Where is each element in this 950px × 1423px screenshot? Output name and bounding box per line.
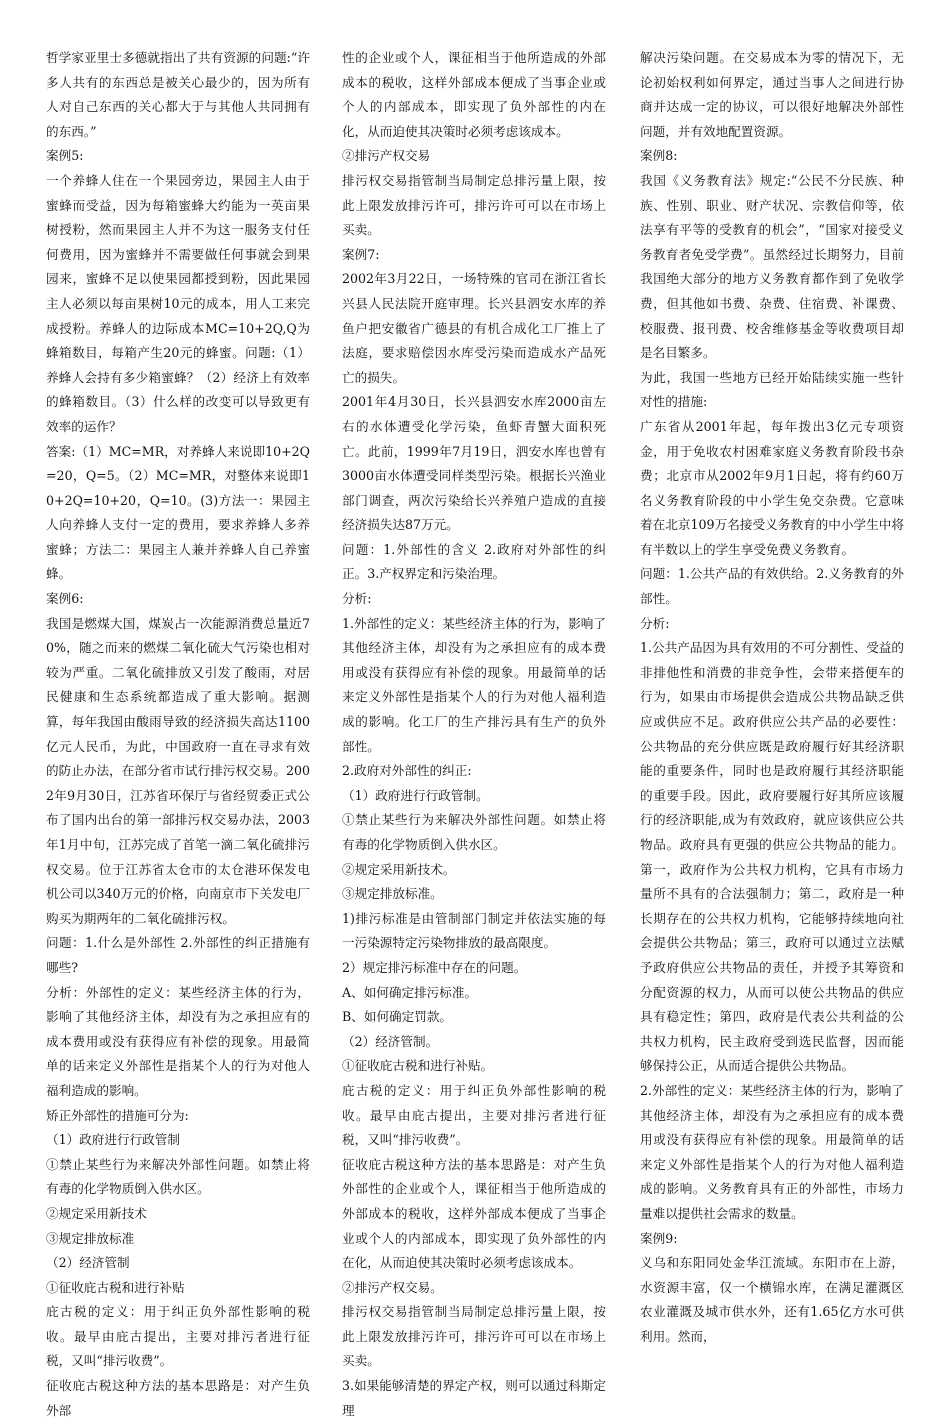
paragraph: 问题：1.外部性的含义 2.政府对外部性的纠正。3.产权界定和污染治理。 — [342, 541, 606, 582]
paragraph: 3.如果能够清楚的界定产权，则可以通过科斯定理 — [342, 1378, 606, 1418]
paragraph: ②规定采用新技术。 — [342, 861, 456, 877]
paragraph: 2.外部性的定义：某些经济主体的行为，影响了其他经济主体，却没有为之承担应有的成本费用或没有获得应有补偿的现象。用最简单的话来定义外部性是指某个人的行为对他人福利造成的影响。义务教育具有正的外部性，市场力量难以提供社会需求的数量。 — [640, 1082, 904, 1221]
paragraph: ③规定排放标准。 — [342, 886, 443, 902]
paragraph: ①禁止某些行为来解决外部性问题。如禁止将有毒的化学物质倒入供水区。 — [46, 1156, 310, 1197]
paragraph: ②排污产权交易 — [342, 148, 431, 164]
paragraph: 广东省从2001年起，每年拨出3亿元专项资金，用于免收农村困难家庭义务教育阶段书杂费；北京市从2002年9月1日起，将有约60万名义务教育阶段的中小学生免交杂费。它意味着在北京109万名接受义务教育的中小学生中将有半数以上的学生享受免费义务教育。 — [640, 418, 904, 557]
paragraph: 案例5: — [46, 148, 84, 164]
text-column-right — [640, 46, 904, 1349]
text-column-middle — [342, 46, 606, 1423]
paragraph: 分析: — [342, 591, 372, 607]
paragraph: 1.公共产品因为具有效用的不可分割性、受益的非排他性和消费的非竞争性，会带来搭便车的行为，如果由市场提供会造成公共物品缺乏供应或供应不足。政府供应公共产品的必要性：公共物品的充分供应既是政府履行好其经济职能的重要条件，同时也是政府履行其经济职能的重要手段。因此，政府要履行好其所应该履行的经济职能,成为有效政府，就应该供应公共物品。政府具有更强的供应公共物品的能力。第一，政府作为公共权力机构，它具有市场力量所不具有的合法强制力；第二，政府是一种长期存在的公共权力机构，它能够持续地向社会提供公共物品；第三，政府可以通过立法赋予政府供应公共物品的责任，并授予其筹资和分配资源的权力，从而可以使公共物品的供应具有稳定性；第四，政府是代表公共利益的公共权力机构，民主政府受到选民监督，因而能够保持公正，从而适合提供公共物品。 — [640, 640, 904, 1074]
paragraph: 义乌和东阳同处金华江流域。东阳市在上游，水资源丰富，仅一个横锦水库，在满足灌溉区农业灌溉及城市供水外，还有1.65亿方水可供利用。然而， — [640, 1255, 904, 1344]
paragraph: 排污权交易指管制当局制定总排污量上限，按此上限发放排污许可，排污许可可以在市场上买卖。 — [342, 1304, 606, 1369]
paragraph: 为此，我国一些地方已经开始陆续实施一些针对性的措施: — [640, 369, 904, 410]
paragraph: 分析: — [640, 615, 670, 631]
paragraph: 性的企业或个人，课征相当于他所造成的外部成本的税收，这样外部成本便成了当事企业或个人的内部成本，即实现了负外部性的内在化，从而迫使其决策时必须考虑该成本。 — [342, 50, 606, 139]
paragraph: ②排污产权交易。 — [342, 1279, 443, 1295]
paragraph: ②规定采用新技术 — [46, 1205, 147, 1221]
paragraph: 矫正外部性的措施可分为: — [46, 1107, 189, 1123]
paragraph: （2）经济管制 — [46, 1255, 130, 1271]
paragraph: 案例6: — [46, 591, 84, 607]
paragraph: 征收庇古税这种方法的基本思路是：对产生负外部性的企业或个人，课征相当于他所造成的外部成本的税收，这样外部成本便成了当事企业或个人的内部成本，即实现了负外部性的内在化，从而迫使其决策时必须考虑该成本。 — [342, 1156, 606, 1271]
paragraph: 庇古税的定义：用于纠正负外部性影响的税收。最早由庇古提出，主要对排污者进行征税，又叫“排污收费”。 — [342, 1082, 606, 1148]
paragraph: ①征收庇古税和进行补贴。 — [342, 1058, 494, 1074]
paragraph: （2）经济管制。 — [342, 1033, 439, 1049]
paragraph: 一个养蜂人住在一个果园旁边，果园主人由于蜜蜂而受益，因为每箱蜜蜂大约能为一英亩果树授粉，然而果园主人并不为这一服务支付任何费用，因为蜜蜂并不需要做任何事就会到果园来，蜜蜂不足以使果园都授到粉，因此果园主人必须以每亩果树10元的成本，用人工来完成授粉。养蜂人的边际成本MC=10+2Q,Q为蜂箱数目，每箱产生20元的蜂蜜。问题:（1）养蜂人会持有多少箱蜜蜂？（2）经济上有效率的蜂箱数目。（3）什么样的改变可以导致更有效率的运作？ — [46, 172, 310, 434]
paragraph: 分析：外部性的定义：某些经济主体的行为，影响了其他经济主体，却没有为之承担应有的成本费用或没有获得应有补偿的现象。用最简单的话来定义外部性是指某个人的行为对他人福利造成的影响。 — [46, 984, 310, 1098]
paragraph: 案例8: — [640, 148, 678, 164]
paragraph: 案例9: — [640, 1230, 678, 1246]
paragraph: 我国《义务教育法》规定:“公民不分民族、种族、性别、职业、财产状况、宗教信仰等，依法享有平等的受教育的机会”，“国家对接受义务教育者免受学费”。虽然经过长期努力，目前我国绝大部分的地方义务教育都作到了免收学费，但其他如书费、杂费、住宿费、补课费、校服费、报刊费、校舍维修基金等收费项目却是名目繁多。 — [640, 172, 904, 361]
paragraph: 哲学家亚里士多德就指出了共有资源的问题:“许多人共有的东西总是被关心最少的，因为所有人对自己东西的关心都大于与其他人共同拥有的东西。” — [46, 50, 310, 139]
paragraph: A、如何确定排污标准。 — [342, 984, 478, 1000]
paragraph: 我国是燃煤大国，煤炭占一次能源消费总量近70%，随之而来的燃煤二氧化硫大气污染也相对较为严重。二氧化硫排放又引发了酸雨，对居民健康和生态系统都造成了重大影响。据测算，每年我国由酸雨导致的经济损失高达1100亿元人民币，为此，中国政府一直在寻求有效的防止办法，在部分省市试行排污权交易。2002年9月30日，江苏省环保厅与省经贸委正式公布了国内出台的第一部排污权交易办法，2003年1月中旬，江苏完成了首笔一滴二氧化硫排污权交易。位于江苏省太仓市的太仓港环保发电机公司以340万元的价格，向南京市下关发电厂购买为期两年的二氧化硫排污权。 — [46, 615, 310, 926]
paragraph: ①禁止某些行为来解决外部性问题。如禁止将有毒的化学物质倒入供水区。 — [342, 812, 606, 852]
paragraph: 2001年4月30日，长兴县泗安水库2000亩左右的水体遭受化学污染，鱼虾青蟹大面积死亡。此前，1999年7月19日，泗安水库也曾有3000亩水体遭受同样类型污染。根据长兴渔业部门调查，两次污染给长兴养殖户造成的直接经济损失达87万元。 — [342, 394, 606, 533]
paragraph: 征收庇古税这种方法的基本思路是：对产生负外部 — [46, 1378, 310, 1418]
paragraph: 庇古税的定义：用于纠正负外部性影响的税收。最早由庇古提出，主要对排污者进行征税，又叫“排污收费”。 — [46, 1304, 310, 1369]
paragraph: ①征收庇古税和进行补贴 — [46, 1279, 185, 1295]
paragraph: 1.外部性的定义：某些经济主体的行为，影响了其他经济主体，却没有为之承担应有的成本费用或没有获得应有补偿的现象。用最简单的话来定义外部性是指某个人的行为对他人福利造成的影响。化工厂的生产排污具有生产的负外部性。 — [342, 615, 606, 754]
paragraph: 答案:（1）MC=MR，对养蜂人来说即10+2Q=20，Q=5。（2）MC=MR，对整体来说即10+2Q=10+20，Q=10。(3)方法一：果园主人向养蜂人支付一定的费用，要求养蜂人多养蜜蜂；方法二：果园主人兼并养蜂人自己养蜜蜂。 — [46, 443, 310, 582]
paragraph: 1)排污标准是由管制部门制定并依法实施的每一污染源特定污染物排放的最高限度。 — [342, 910, 606, 951]
paragraph: （1）政府进行行政管制。 — [342, 787, 489, 803]
paragraph: 排污权交易指管制当局制定总排污量上限，按此上限发放排污许可，排污许可可以在市场上买卖。 — [342, 172, 606, 238]
paragraph: B、如何确定罚款。 — [342, 1009, 453, 1025]
paragraph: ③规定排放标准 — [46, 1230, 135, 1246]
paragraph: 解决污染问题。在交易成本为零的情况下，无论初始权利如何界定，通过当事人之间进行协商并达成一定的协议，可以很好地解决外部性问题，并有效地配置资源。 — [640, 50, 904, 139]
text-column-left — [46, 46, 310, 1423]
paragraph: 2）规定排污标准中存在的问题。 — [342, 959, 527, 975]
paragraph: （1）政府进行行政管制 — [46, 1132, 180, 1148]
paragraph: 问题：1.什么是外部性 2.外部性的纠正措施有哪些? — [46, 935, 310, 975]
paragraph: 2002年3月22日，一场特殊的官司在浙江省长兴县人民法院开庭审理。长兴县泗安水库的养鱼户把安徽省广德县的有机合成化工厂推上了法庭，要求赔偿因水库受污染而造成水产品死亡的损失。 — [342, 271, 606, 385]
paragraph: 问题：1.公共产品的有效供给。2.义务教育的外部性。 — [640, 566, 904, 607]
paragraph: 2.政府对外部性的纠正: — [342, 763, 472, 779]
paragraph: 案例7: — [342, 246, 380, 262]
